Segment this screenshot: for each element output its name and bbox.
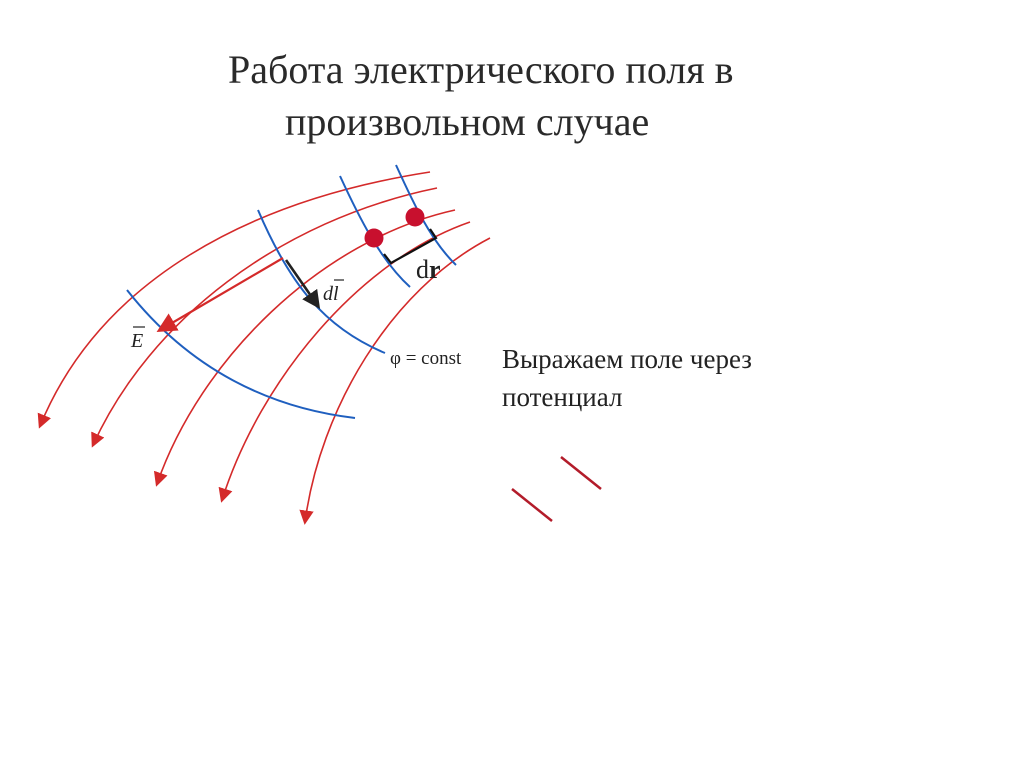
title-line-1: Работа электрического поля в: [228, 47, 734, 92]
charge-1: [365, 229, 384, 248]
field-line-1: [40, 172, 430, 426]
equipotential-1: [127, 290, 355, 418]
dr-label: dr: [416, 255, 441, 284]
caption-line-1: Выражаем поле через: [502, 344, 752, 374]
charge-2: [406, 208, 425, 227]
phi-const-label: φ = const: [390, 348, 462, 369]
dash-mark-1: [561, 457, 601, 489]
dl-label: dl: [323, 283, 339, 305]
dash-mark-2: [512, 489, 552, 521]
caption: [502, 340, 752, 416]
title-line-2: произвольном случае: [285, 99, 650, 144]
field-line-5: [305, 238, 490, 522]
equipotential-2: [258, 210, 385, 353]
caption-line-2: потенциал: [502, 382, 623, 412]
e-label: E: [131, 330, 144, 352]
equipotential-4: [396, 165, 456, 265]
equipotential-lines: [127, 165, 456, 418]
dl-vector-arrow: [286, 260, 318, 306]
